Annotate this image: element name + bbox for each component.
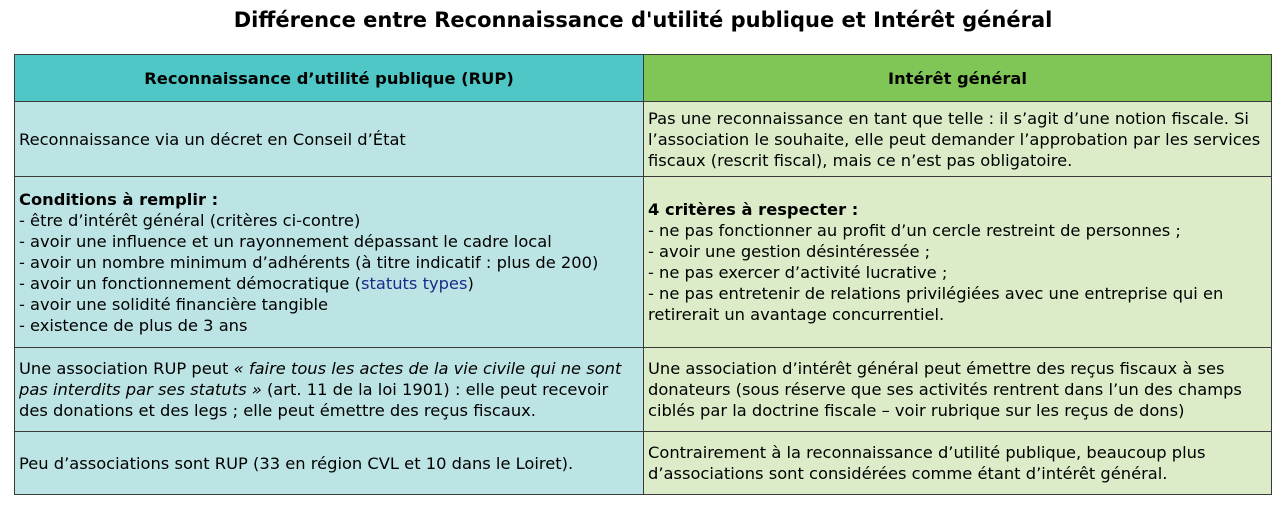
header-interet-general: Intérêt général xyxy=(644,55,1272,102)
condition-item-close: ) xyxy=(467,273,474,293)
condition-item xyxy=(19,273,639,294)
condition-item: - avoir une influence et un rayonnement dépassant le cadre local xyxy=(19,231,552,251)
page-title: Différence entre Reconnaissance d'utilité publique et Intérêt général xyxy=(233,8,1053,32)
condition-item: - avoir un nombre minimum d’adhérents (à titre indicatif : plus de 200) xyxy=(19,252,599,272)
criteria-item: - avoir une gestion désintéressée ; xyxy=(648,242,931,261)
actes-text-before: Une association RUP peut xyxy=(19,359,234,378)
cell-ig-criteres xyxy=(644,177,1272,348)
table-row xyxy=(15,348,1272,432)
table-row xyxy=(15,177,1272,348)
condition-item: - avoir une solidité financière tangible xyxy=(19,294,329,314)
criteria-heading: 4 critères à respecter : xyxy=(648,200,859,219)
actes-text-after: (art. 11 de la loi 1901) : elle peut recevoir des donations et des legs ; elle peut émettre des reçus fiscaux. xyxy=(19,380,609,420)
cell-rup-nombre: Peu d’associations sont RUP (33 en région CVL et 10 dans le Loiret). xyxy=(15,432,644,495)
table-row xyxy=(15,102,1272,177)
cell-ig-nombre: Contrairement à la reconnaissance d’utilité publique, beaucoup plus d’associations sont considérées comme étant d’intérêt général. xyxy=(644,432,1272,495)
criteria-item: - ne pas entretenir de relations privilégiées avec une entreprise qui en retirerait un avantage concurrentiel. xyxy=(648,284,1224,324)
comparison-table xyxy=(14,54,1272,495)
header-rup: Reconnaissance d’utilité publique (RUP) xyxy=(15,55,644,102)
cell-rup-decret: Reconnaissance via un décret en Conseil d’État xyxy=(15,102,644,177)
condition-item-text: - avoir un fonctionnement démocratique ( xyxy=(19,273,361,293)
conditions-heading: Conditions à remplir : xyxy=(19,189,219,209)
cell-ig-recus: Une association d’intérêt général peut émettre des reçus fiscaux à ses donateurs (sous réserve que ses activités rentrent dans l’un des champs ciblés par la doctrine fiscale – voir rubrique sur les reçus de dons) xyxy=(644,348,1272,432)
cell-rup-conditions xyxy=(15,177,644,348)
statuts-types-link[interactable]: statuts types xyxy=(360,273,468,293)
cell-ig-notion-fiscale: Pas une reconnaissance en tant que telle : il s’agit d’une notion fiscale. Si l’association le souhaite, elle peut demander l’approbation par les services fiscaux (rescrit fiscal), mais ce n’est pas obligatoire. xyxy=(644,102,1272,177)
criteria-item: - ne pas exercer d’activité lucrative ; xyxy=(648,263,948,282)
condition-item: - être d’intérêt général (critères ci-contre) xyxy=(19,210,361,230)
criteria-item: - ne pas fonctionner au profit d’un cercle restreint de personnes ; xyxy=(648,221,1181,240)
actes-quote: « faire tous les actes de la vie civile qui ne sont pas interdits par ses statuts » xyxy=(19,359,622,399)
table-row xyxy=(15,432,1272,495)
table-header-row xyxy=(15,55,1272,102)
cell-rup-actes xyxy=(15,348,644,432)
condition-item: - existence de plus de 3 ans xyxy=(19,315,248,335)
